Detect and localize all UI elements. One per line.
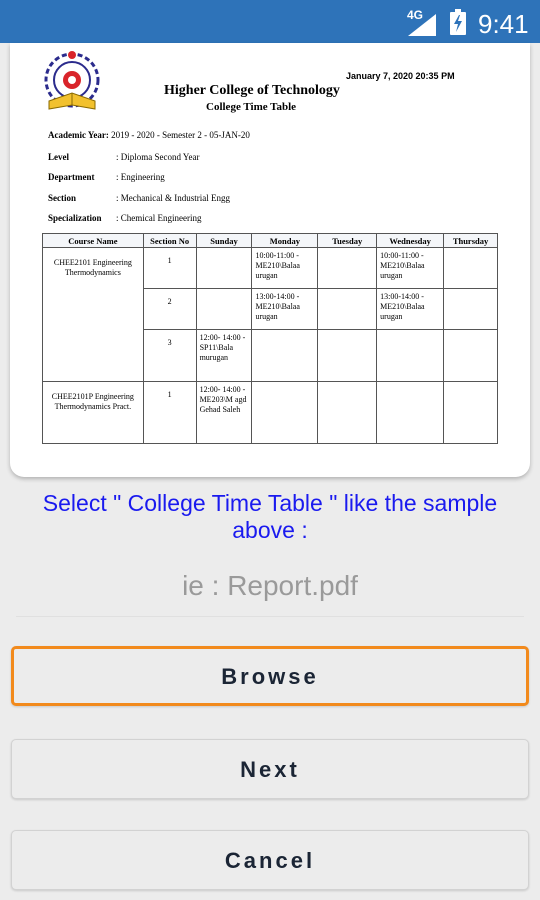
clock: 9:41 xyxy=(478,9,529,39)
department-label: Department xyxy=(48,172,95,182)
table-row xyxy=(43,382,498,444)
section-row xyxy=(48,193,230,203)
section-cell: 1 xyxy=(143,382,196,444)
specialization-value: : Chemical Engineering xyxy=(116,213,202,223)
tuesday-cell xyxy=(318,382,377,444)
signal-icon xyxy=(408,14,436,36)
college-logo-icon xyxy=(43,51,101,117)
level-label: Level xyxy=(48,152,69,162)
wednesday-cell: 13:00-14:00 - ME210\Balaa urugan xyxy=(377,289,444,330)
wednesday-cell xyxy=(377,382,444,444)
thursday-cell xyxy=(444,382,498,444)
header-course-name: Course Name xyxy=(43,234,144,248)
header-sunday: Sunday xyxy=(196,234,252,248)
header-wednesday: Wednesday xyxy=(377,234,444,248)
level-value: : Diploma Second Year xyxy=(116,152,200,162)
header-tuesday: Tuesday xyxy=(318,234,377,248)
department-row xyxy=(48,172,165,182)
thursday-cell xyxy=(444,289,498,330)
tuesday-cell xyxy=(318,330,377,382)
section-label: Section xyxy=(48,193,76,203)
cancel-button[interactable]: Cancel xyxy=(11,830,529,890)
monday-cell: 10:00-11:00 - ME210\Balaa urugan xyxy=(252,248,318,289)
specialization-label: Specialization xyxy=(48,213,102,223)
thursday-cell xyxy=(444,248,498,289)
wednesday-cell: 10:00-11:00 - ME210\Balaa urugan xyxy=(377,248,444,289)
section-cell: 1 xyxy=(143,248,196,289)
header-monday: Monday xyxy=(252,234,318,248)
specialization-row xyxy=(48,213,201,223)
course-cell: CHEE2101P Engineering Thermodynamics Pract. xyxy=(43,382,144,444)
table-row xyxy=(43,248,498,289)
sample-timetable-image xyxy=(10,43,530,477)
college-name: Higher College of Technology xyxy=(164,83,340,98)
academic-year-label: Academic Year: xyxy=(48,130,109,140)
browse-button[interactable]: Browse xyxy=(11,646,529,706)
monday-cell xyxy=(252,382,318,444)
academic-year-row xyxy=(48,130,250,140)
level-row xyxy=(48,152,200,162)
sunday-cell xyxy=(196,248,252,289)
header-thursday: Thursday xyxy=(444,234,498,248)
sunday-cell: 12:00- 14:00 - SP11\Bala murugan xyxy=(196,330,252,382)
network-type: 4G xyxy=(407,8,424,22)
monday-cell xyxy=(252,330,318,382)
header-section-no: Section No xyxy=(143,234,196,248)
academic-year-value: 2019 - 2020 - Semester 2 - 05-JAN-20 xyxy=(111,130,250,140)
report-date: January 7, 2020 20:35 PM xyxy=(346,71,455,81)
battery-charging-icon xyxy=(450,9,466,35)
timetable xyxy=(42,233,498,444)
next-button[interactable]: Next xyxy=(11,739,529,799)
department-value: : Engineering xyxy=(116,172,165,182)
document-subtitle: College Time Table xyxy=(206,101,297,113)
wednesday-cell xyxy=(377,330,444,382)
section-value: : Mechanical & Industrial Engg xyxy=(116,193,230,203)
timetable-header-row xyxy=(43,234,498,248)
sunday-cell xyxy=(196,289,252,330)
thursday-cell xyxy=(444,330,498,382)
instruction-text: Select " College Time Table " like the sample above : xyxy=(42,490,498,543)
course-cell: CHEE2101 Engineering Thermodynamics xyxy=(43,248,144,382)
section-cell: 2 xyxy=(143,289,196,330)
monday-cell: 13:00-14:00 - ME210\Balaa urugan xyxy=(252,289,318,330)
tuesday-cell xyxy=(318,248,377,289)
section-cell: 3 xyxy=(143,330,196,382)
file-name-field[interactable]: ie : Report.pdf xyxy=(16,566,524,617)
sunday-cell: 12:00- 14:00 - ME203\M agd Gehad Saleh xyxy=(196,382,252,444)
status-bar xyxy=(0,0,540,43)
tuesday-cell xyxy=(318,289,377,330)
